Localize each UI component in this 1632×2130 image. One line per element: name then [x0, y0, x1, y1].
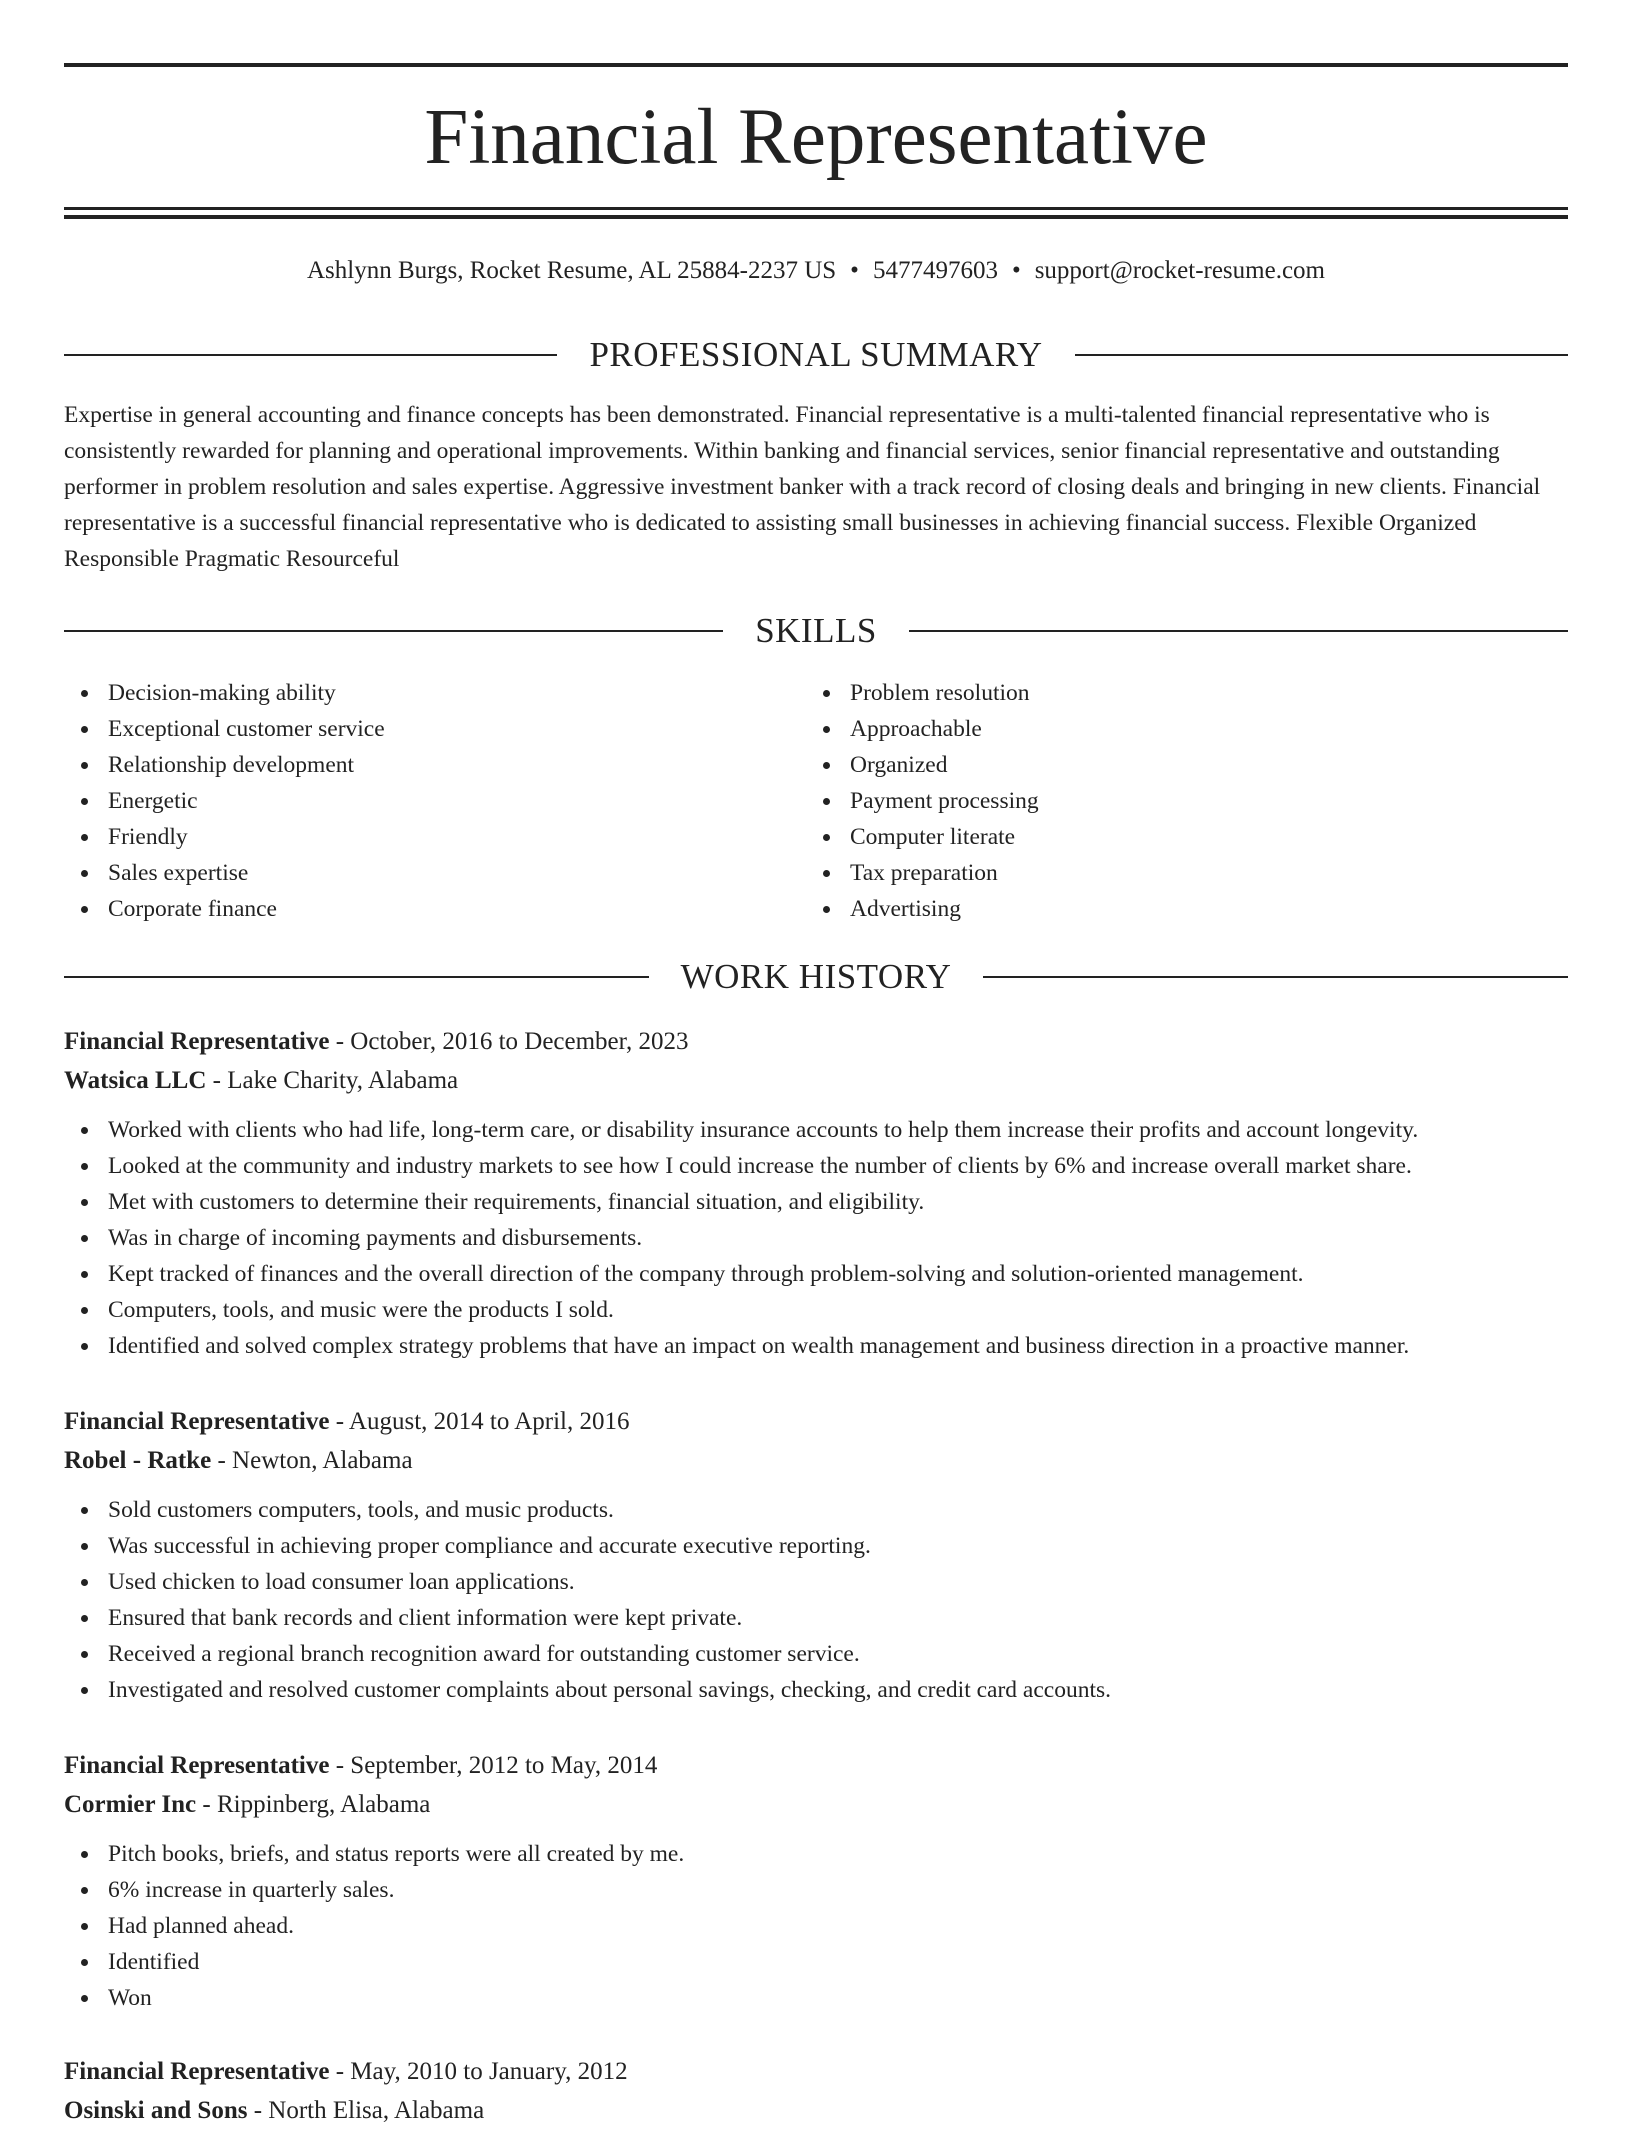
- top-rule: [64, 63, 1568, 67]
- skill-item: Tax preparation: [806, 855, 1506, 891]
- job-company: Osinski and Sons: [64, 2097, 248, 2124]
- job-location: - Rippinberg, Alabama: [196, 1791, 431, 1818]
- job-duty: Investigated and resolved customer complaints about personal savings, checking, and credit card accounts.: [64, 1672, 1568, 1708]
- contact-address: Ashlynn Burgs, Rocket Resume, AL 25884-2237 US: [307, 257, 837, 284]
- job-duty: Looked at the community and industry markets to see how I could increase the number of clients by 6% and increase overall market share.: [64, 1148, 1568, 1184]
- skill-item: Organized: [806, 747, 1506, 783]
- contact-phone: 5477497603: [872, 257, 998, 284]
- job-company-line: [64, 1061, 1568, 1100]
- section-title: WORK HISTORY: [680, 957, 952, 996]
- job-duty: Received a regional branch recognition award for outstanding customer service.: [64, 1636, 1568, 1672]
- section-title: PROFESSIONAL SUMMARY: [589, 335, 1043, 374]
- summary-text: Expertise in general accounting and finance concepts has been demonstrated. Financial representative is a multi-talented financial representative who is consistently rewarded for planning and operational improvements. Within banking and financial services, senior financial representative and outstanding performer in problem resolution and sales expertise. Aggressive investment banker with a track record of closing deals and bringing in new clients. Financial representative is a successful financial representative who is dedicated to assisting small businesses in achieving financial success. Flexible Organized Responsible Pragmatic Resourceful: [64, 402, 1541, 572]
- job-duty: Identified: [64, 1944, 1568, 1980]
- job-duty: Worked with clients who had life, long-term care, or disability insurance accounts to help them increase their profits and account longevity.: [64, 1112, 1568, 1148]
- job-company-line: [64, 1441, 1568, 1480]
- job-duty: Was in charge of incoming payments and disbursements.: [64, 1220, 1568, 1256]
- job-entry: [64, 1746, 1568, 2016]
- job-location: - Lake Charity, Alabama: [206, 1067, 459, 1094]
- skill-item: Advertising: [806, 891, 1506, 927]
- skill-item: Approachable: [806, 711, 1506, 747]
- contact-separator: •: [850, 257, 859, 284]
- job-duty: Kept tracked of finances and the overall direction of the company through problem-solving and solution-oriented management.: [64, 1256, 1568, 1292]
- title-underline-second: [64, 215, 1568, 219]
- skill-item: Problem resolution: [806, 675, 1506, 711]
- job-duty: Computers, tools, and music were the products I sold.: [64, 1292, 1568, 1328]
- title-underline: [64, 207, 1568, 210]
- job-duty: Used chicken to load consumer loan applications.: [64, 1564, 1568, 1600]
- job-company-line: [64, 1785, 1568, 1824]
- job-title-line: [64, 1746, 1568, 1785]
- heading-rule: [64, 354, 557, 356]
- job-title-line: [64, 1402, 1568, 1441]
- job-duty: Had planned ahead.: [64, 1908, 1568, 1944]
- job-company: Watsica LLC: [64, 1067, 207, 1094]
- resume-title: Financial Representative: [424, 94, 1208, 181]
- job-dates: - August, 2014 to April, 2016: [329, 1408, 630, 1435]
- job-title-line: [64, 2052, 1568, 2091]
- heading-rule: [64, 976, 649, 978]
- job-duties: [64, 1836, 1568, 2016]
- job-title: Financial Representative: [64, 1752, 330, 1779]
- heading-rule: [983, 976, 1568, 978]
- job-duty: Pitch books, briefs, and status reports were all created by me.: [64, 1836, 1568, 1872]
- job-entry: [64, 2052, 1568, 2130]
- heading-rule: [909, 630, 1568, 632]
- skills-left-column: [64, 675, 764, 927]
- job-title: Financial Representative: [64, 1028, 330, 1055]
- section-heading-summary: [64, 333, 1568, 377]
- contact-line: [64, 253, 1568, 289]
- job-duty: 6% increase in quarterly sales.: [64, 1872, 1568, 1908]
- skill-item: Friendly: [64, 819, 764, 855]
- job-duty: Was successful in achieving proper compliance and accurate executive reporting.: [64, 1528, 1568, 1564]
- skill-item: Sales expertise: [64, 855, 764, 891]
- job-dates: - May, 2010 to January, 2012: [329, 2058, 628, 2085]
- job-company: Robel - Ratke: [64, 1447, 212, 1474]
- job-location: - Newton, Alabama: [211, 1447, 413, 1474]
- job-title: Financial Representative: [64, 1408, 330, 1435]
- job-dates: - September, 2012 to May, 2014: [329, 1752, 658, 1779]
- job-duties: [64, 1112, 1568, 1364]
- contact-email: support@rocket-resume.com: [1034, 257, 1325, 284]
- job-company-line: [64, 2091, 1568, 2130]
- skill-item: Corporate finance: [64, 891, 764, 927]
- skill-item: Energetic: [64, 783, 764, 819]
- section-heading-skills: [64, 609, 1568, 653]
- skill-item: Computer literate: [806, 819, 1506, 855]
- section-title: SKILLS: [755, 611, 877, 650]
- heading-rule: [64, 630, 723, 632]
- skills-right-column: [806, 675, 1506, 927]
- job-duties: [64, 1492, 1568, 1708]
- job-duty: Identified and solved complex strategy problems that have an impact on wealth management and business direction in a proactive manner.: [64, 1328, 1568, 1364]
- job-dates: - October, 2016 to December, 2023: [329, 1028, 689, 1055]
- job-duty: Sold customers computers, tools, and music products.: [64, 1492, 1568, 1528]
- job-duty: Won: [64, 1980, 1568, 2016]
- job-company: Cormier Inc: [64, 1791, 197, 1818]
- job-title: Financial Representative: [64, 2058, 330, 2085]
- job-entry: [64, 1402, 1568, 1708]
- job-title-line: [64, 1022, 1568, 1061]
- section-heading-work-history: [64, 955, 1568, 999]
- heading-rule: [1075, 354, 1568, 356]
- contact-separator: •: [1011, 257, 1021, 284]
- skill-item: Payment processing: [806, 783, 1506, 819]
- skill-item: Decision-making ability: [64, 675, 764, 711]
- skill-item: Relationship development: [64, 747, 764, 783]
- job-duty: Ensured that bank records and client information were kept private.: [64, 1600, 1568, 1636]
- job-entry: [64, 1022, 1568, 1364]
- job-location: - North Elisa, Alabama: [247, 2097, 485, 2124]
- skill-item: Exceptional customer service: [64, 711, 764, 747]
- job-duty: Met with customers to determine their requirements, financial situation, and eligibility.: [64, 1184, 1568, 1220]
